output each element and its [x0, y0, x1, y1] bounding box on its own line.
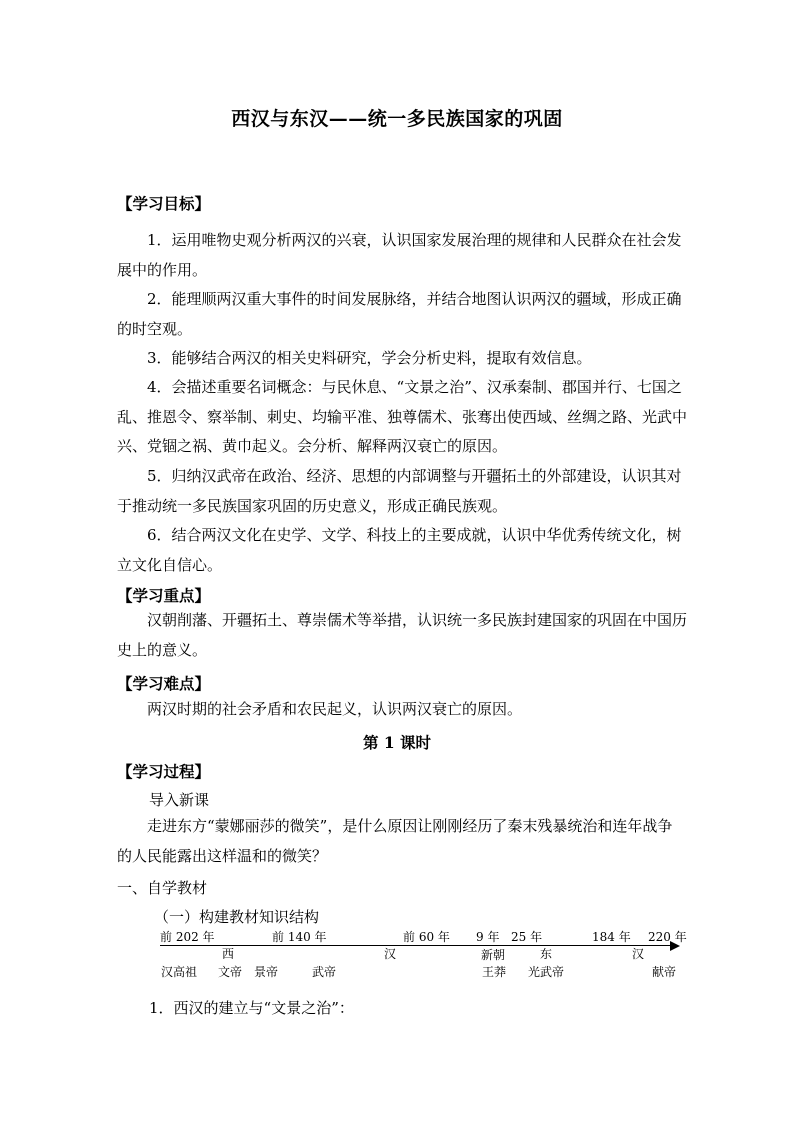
- sub-one-heading: （一）构建教材知识结构: [154, 908, 320, 926]
- section-key-points-heading: 【学习重点】: [117, 586, 211, 605]
- timeline-year: 25 年: [511, 930, 543, 944]
- intro-text: 走进东方“蒙娜丽莎的微笑”，是什么原因让刚刚经历了秦末残暴统治和连年战争的人民能露出这样温和的微笑？: [117, 817, 673, 865]
- timeline-era: 汉: [384, 947, 397, 961]
- timeline-year: 184 年: [592, 930, 631, 944]
- timeline-era: 汉: [632, 947, 645, 961]
- timeline-year: 220 年: [648, 930, 687, 944]
- lesson-heading: 第 1 课时: [362, 733, 432, 752]
- timeline-year: 前 60 年: [403, 930, 450, 944]
- timeline-ruler: 文帝: [218, 965, 243, 979]
- goal-item-5: 5．归纳汉武帝在政治、经济、思想的内部调整与开疆拓土的外部建设，认识其对于推动统一多民族国家巩固的历史意义，形成正确民族观。: [117, 467, 682, 515]
- part-one-heading: 一、自学教材: [117, 879, 208, 897]
- timeline-year: 前 202 年: [160, 930, 215, 944]
- timeline-axis: [160, 945, 672, 946]
- timeline-ruler: 景帝: [254, 965, 279, 979]
- goal-item-1: 1．运用唯物史观分析两汉的兴衰，认识国家发展治理的规律和人民群众在社会发展中的作用。: [117, 231, 682, 279]
- goal-item-4: 4．会描述重要名词概念：与民休息、“文景之治”、汉承秦制、郡国并行、七国之乱、推恩令、察举制、刺史、均输平准、独尊儒术、张骞出使西域、丝绸之路、光武中兴、党锢之祸、黄巾起义。会分析、解释两汉衰亡的原因。: [117, 378, 688, 455]
- timeline-ruler: 武帝: [312, 965, 337, 979]
- timeline: [158, 925, 698, 985]
- difficulties-text: 两汉时期的社会矛盾和农民起义，认识两汉衰亡的原因。: [147, 700, 523, 718]
- timeline-ruler: 汉高祖: [161, 965, 198, 979]
- goal-item-3: 3．能够结合两汉的相关史料研究，学会分析史料，提取有效信息。: [147, 349, 592, 367]
- timeline-year: 前 140 年: [272, 930, 327, 944]
- goal-item-6: 6．结合两汉文化在史学、文学、科技上的主要成就，认识中华优秀传统文化，树立文化自信心。: [117, 526, 682, 574]
- section-difficulties-heading: 【学习难点】: [117, 674, 211, 693]
- timeline-ruler: 王莽: [482, 965, 507, 979]
- goal-item-2: 2．能理顺两汉重大事件的时间发展脉络，并结合地图认识两汉的疆域，形成正确的时空观。: [117, 290, 682, 338]
- timeline-ruler: 献帝: [652, 965, 677, 979]
- timeline-ruler: 光武帝: [528, 965, 565, 979]
- timeline-era: 西: [222, 947, 235, 961]
- timeline-era: 新朝: [481, 948, 506, 962]
- item-one-heading: 1．西汉的建立与“文景之治”：: [149, 999, 354, 1017]
- timeline-era: 东: [540, 947, 553, 961]
- timeline-year: 9 年: [476, 930, 500, 944]
- intro-label: 导入新课: [149, 791, 210, 809]
- key-points-text: 汉朝削藩、开疆拓土、尊崇儒术等举措，认识统一多民族封建国家的巩固在中国历史上的意义。: [117, 611, 688, 659]
- page-title: 西汉与东汉——统一多民族国家的巩固: [231, 108, 563, 130]
- section-goals-heading: 【学习目标】: [117, 194, 211, 213]
- section-process-heading: 【学习过程】: [117, 762, 211, 781]
